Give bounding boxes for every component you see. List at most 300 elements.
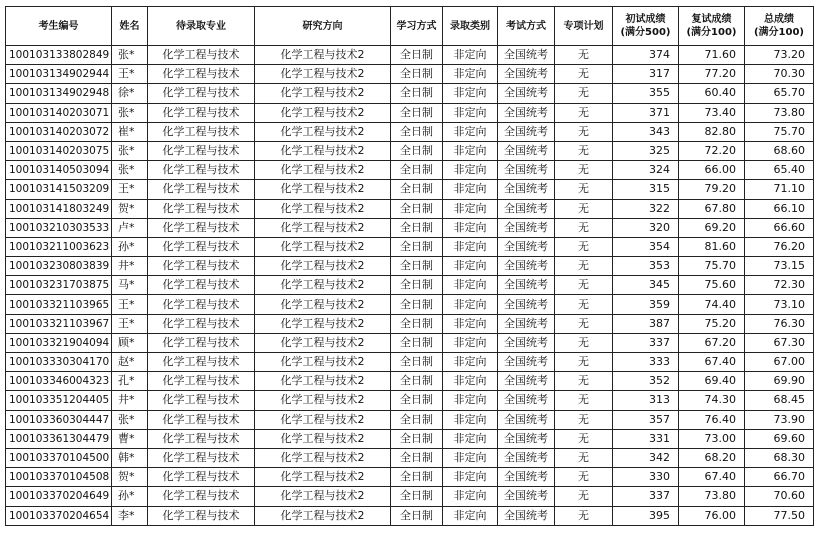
cell-direction: 化学工程与技术2: [255, 468, 391, 487]
cell-special-plan: 无: [555, 333, 613, 352]
cell-total-score: 66.70: [745, 468, 814, 487]
cell-major: 化学工程与技术: [148, 46, 255, 65]
cell-prelim-score: 357: [613, 410, 679, 429]
cell-prelim-score: 343: [613, 122, 679, 141]
cell-exam-id: 100103230803839: [6, 257, 112, 276]
cell-exam-id: 100103133802849: [6, 46, 112, 65]
cell-major: 化学工程与技术: [148, 237, 255, 256]
cell-special-plan: 无: [555, 372, 613, 391]
cell-prelim-score: 322: [613, 199, 679, 218]
cell-admission-type: 非定向: [443, 429, 498, 448]
cell-major: 化学工程与技术: [148, 353, 255, 372]
cell-name: 崔*: [112, 122, 148, 141]
cell-study-mode: 全日制: [391, 141, 443, 160]
cell-exam-id: 100103361304479: [6, 429, 112, 448]
cell-retest-score: 75.60: [679, 276, 745, 295]
cell-major: 化学工程与技术: [148, 487, 255, 506]
cell-name: 张*: [112, 410, 148, 429]
cell-exam-mode: 全国统考: [498, 314, 555, 333]
cell-prelim-score: 354: [613, 237, 679, 256]
cell-study-mode: 全日制: [391, 333, 443, 352]
cell-exam-mode: 全国统考: [498, 65, 555, 84]
table-row: [6, 218, 814, 237]
cell-admission-type: 非定向: [443, 84, 498, 103]
cell-admission-type: 非定向: [443, 276, 498, 295]
cell-major: 化学工程与技术: [148, 429, 255, 448]
cell-name: 孙*: [112, 487, 148, 506]
cell-prelim-score: 317: [613, 65, 679, 84]
cell-direction: 化学工程与技术2: [255, 333, 391, 352]
cell-exam-id: 100103140203072: [6, 122, 112, 141]
cell-special-plan: 无: [555, 84, 613, 103]
cell-direction: 化学工程与技术2: [255, 237, 391, 256]
cell-direction: 化学工程与技术2: [255, 391, 391, 410]
cell-admission-type: 非定向: [443, 257, 498, 276]
cell-exam-mode: 全国统考: [498, 391, 555, 410]
cell-exam-mode: 全国统考: [498, 46, 555, 65]
cell-exam-id: 100103360304447: [6, 410, 112, 429]
cell-major: 化学工程与技术: [148, 161, 255, 180]
header-special-plan: 专项计划: [555, 7, 613, 46]
table-row: [6, 333, 814, 352]
cell-major: 化学工程与技术: [148, 295, 255, 314]
cell-total-score: 73.90: [745, 410, 814, 429]
cell-retest-score: 79.20: [679, 180, 745, 199]
cell-admission-type: 非定向: [443, 295, 498, 314]
cell-study-mode: 全日制: [391, 295, 443, 314]
cell-name: 贺*: [112, 468, 148, 487]
cell-total-score: 68.45: [745, 391, 814, 410]
cell-exam-mode: 全国统考: [498, 487, 555, 506]
cell-special-plan: 无: [555, 161, 613, 180]
cell-study-mode: 全日制: [391, 103, 443, 122]
table-row: [6, 276, 814, 295]
cell-exam-mode: 全国统考: [498, 506, 555, 525]
cell-major: 化学工程与技术: [148, 199, 255, 218]
cell-major: 化学工程与技术: [148, 391, 255, 410]
admission-table-container: [5, 6, 814, 526]
cell-retest-score: 66.00: [679, 161, 745, 180]
cell-special-plan: 无: [555, 353, 613, 372]
header-major: 待录取专业: [148, 7, 255, 46]
cell-prelim-score: 342: [613, 448, 679, 467]
cell-study-mode: 全日制: [391, 506, 443, 525]
cell-name: 张*: [112, 46, 148, 65]
table-row: [6, 391, 814, 410]
cell-major: 化学工程与技术: [148, 257, 255, 276]
cell-name: 王*: [112, 180, 148, 199]
header-admission-type: 录取类别: [443, 7, 498, 46]
cell-retest-score: 69.40: [679, 372, 745, 391]
cell-prelim-score: 345: [613, 276, 679, 295]
table-row: [6, 410, 814, 429]
table-row: [6, 237, 814, 256]
cell-exam-id: 100103321904094: [6, 333, 112, 352]
cell-prelim-score: 315: [613, 180, 679, 199]
admission-table: [5, 6, 814, 526]
cell-exam-id: 100103370104500: [6, 448, 112, 467]
cell-study-mode: 全日制: [391, 468, 443, 487]
cell-prelim-score: 320: [613, 218, 679, 237]
cell-admission-type: 非定向: [443, 65, 498, 84]
cell-admission-type: 非定向: [443, 180, 498, 199]
cell-admission-type: 非定向: [443, 372, 498, 391]
cell-direction: 化学工程与技术2: [255, 353, 391, 372]
cell-total-score: 75.70: [745, 122, 814, 141]
cell-retest-score: 60.40: [679, 84, 745, 103]
header-study-mode: 学习方式: [391, 7, 443, 46]
cell-exam-mode: 全国统考: [498, 103, 555, 122]
header-total-score-title: 总成绩: [764, 14, 794, 25]
cell-exam-mode: 全国统考: [498, 161, 555, 180]
cell-admission-type: 非定向: [443, 122, 498, 141]
header-name: 姓名: [112, 7, 148, 46]
cell-prelim-score: 374: [613, 46, 679, 65]
cell-retest-score: 74.30: [679, 391, 745, 410]
cell-prelim-score: 337: [613, 487, 679, 506]
table-row: [6, 84, 814, 103]
table-row: [6, 429, 814, 448]
cell-name: 赵*: [112, 353, 148, 372]
cell-major: 化学工程与技术: [148, 448, 255, 467]
cell-retest-score: 72.20: [679, 141, 745, 160]
cell-retest-score: 74.40: [679, 295, 745, 314]
cell-name: 马*: [112, 276, 148, 295]
cell-total-score: 65.70: [745, 84, 814, 103]
cell-admission-type: 非定向: [443, 161, 498, 180]
cell-exam-id: 100103231703875: [6, 276, 112, 295]
cell-total-score: 77.50: [745, 506, 814, 525]
cell-prelim-score: 371: [613, 103, 679, 122]
cell-major: 化学工程与技术: [148, 84, 255, 103]
cell-exam-id: 100103370204654: [6, 506, 112, 525]
cell-exam-id: 100103140203075: [6, 141, 112, 160]
table-row: [6, 468, 814, 487]
table-row: [6, 372, 814, 391]
cell-exam-id: 100103210303533: [6, 218, 112, 237]
cell-prelim-score: 325: [613, 141, 679, 160]
cell-direction: 化学工程与技术2: [255, 161, 391, 180]
header-row: [6, 7, 814, 46]
cell-exam-id: 100103370204649: [6, 487, 112, 506]
header-total-score-max: (满分100): [753, 27, 804, 38]
cell-study-mode: 全日制: [391, 391, 443, 410]
header-retest-score-title: 复试成绩: [691, 14, 732, 25]
header-prelim-score-title: 初试成绩: [625, 14, 666, 25]
cell-special-plan: 无: [555, 391, 613, 410]
cell-retest-score: 71.60: [679, 46, 745, 65]
cell-retest-score: 73.40: [679, 103, 745, 122]
cell-special-plan: 无: [555, 295, 613, 314]
cell-retest-score: 75.70: [679, 257, 745, 276]
cell-admission-type: 非定向: [443, 487, 498, 506]
header-exam-mode: 考试方式: [498, 7, 555, 46]
cell-major: 化学工程与技术: [148, 276, 255, 295]
cell-special-plan: 无: [555, 141, 613, 160]
cell-direction: 化学工程与技术2: [255, 257, 391, 276]
cell-special-plan: 无: [555, 180, 613, 199]
cell-name: 孙*: [112, 237, 148, 256]
cell-retest-score: 67.80: [679, 199, 745, 218]
cell-study-mode: 全日制: [391, 353, 443, 372]
cell-special-plan: 无: [555, 65, 613, 84]
cell-prelim-score: 313: [613, 391, 679, 410]
cell-name: 李*: [112, 506, 148, 525]
table-row: [6, 295, 814, 314]
cell-retest-score: 73.80: [679, 487, 745, 506]
cell-name: 曹*: [112, 429, 148, 448]
cell-total-score: 65.40: [745, 161, 814, 180]
cell-admission-type: 非定向: [443, 333, 498, 352]
cell-special-plan: 无: [555, 218, 613, 237]
cell-special-plan: 无: [555, 257, 613, 276]
cell-retest-score: 69.20: [679, 218, 745, 237]
cell-admission-type: 非定向: [443, 506, 498, 525]
cell-admission-type: 非定向: [443, 448, 498, 467]
cell-direction: 化学工程与技术2: [255, 103, 391, 122]
cell-exam-mode: 全国统考: [498, 333, 555, 352]
cell-exam-id: 100103211003623: [6, 237, 112, 256]
cell-major: 化学工程与技术: [148, 180, 255, 199]
table-row: [6, 180, 814, 199]
cell-special-plan: 无: [555, 276, 613, 295]
cell-exam-mode: 全国统考: [498, 180, 555, 199]
header-retest-score-max: (满分100): [686, 27, 737, 38]
cell-exam-mode: 全国统考: [498, 410, 555, 429]
cell-total-score: 70.60: [745, 487, 814, 506]
cell-prelim-score: 395: [613, 506, 679, 525]
cell-study-mode: 全日制: [391, 65, 443, 84]
table-row: [6, 65, 814, 84]
cell-admission-type: 非定向: [443, 353, 498, 372]
cell-total-score: 66.60: [745, 218, 814, 237]
cell-prelim-score: 359: [613, 295, 679, 314]
cell-total-score: 73.10: [745, 295, 814, 314]
cell-total-score: 67.30: [745, 333, 814, 352]
cell-prelim-score: 333: [613, 353, 679, 372]
cell-special-plan: 无: [555, 410, 613, 429]
cell-exam-id: 100103134902944: [6, 65, 112, 84]
cell-exam-id: 100103134902948: [6, 84, 112, 103]
cell-name: 卢*: [112, 218, 148, 237]
cell-total-score: 66.10: [745, 199, 814, 218]
header-retest-score: [679, 7, 745, 46]
cell-study-mode: 全日制: [391, 257, 443, 276]
table-row: [6, 257, 814, 276]
header-prelim-score-max: (满分500): [620, 27, 671, 38]
cell-exam-mode: 全国统考: [498, 372, 555, 391]
cell-exam-id: 100103370104508: [6, 468, 112, 487]
cell-major: 化学工程与技术: [148, 103, 255, 122]
cell-study-mode: 全日制: [391, 180, 443, 199]
cell-special-plan: 无: [555, 506, 613, 525]
cell-study-mode: 全日制: [391, 122, 443, 141]
cell-admission-type: 非定向: [443, 237, 498, 256]
cell-admission-type: 非定向: [443, 46, 498, 65]
cell-direction: 化学工程与技术2: [255, 84, 391, 103]
table-row: [6, 487, 814, 506]
cell-special-plan: 无: [555, 429, 613, 448]
cell-exam-id: 100103351204405: [6, 391, 112, 410]
header-total-score: [745, 7, 814, 46]
cell-name: 王*: [112, 314, 148, 333]
cell-retest-score: 73.00: [679, 429, 745, 448]
cell-direction: 化学工程与技术2: [255, 429, 391, 448]
cell-special-plan: 无: [555, 448, 613, 467]
cell-total-score: 73.15: [745, 257, 814, 276]
cell-exam-mode: 全国统考: [498, 295, 555, 314]
cell-direction: 化学工程与技术2: [255, 218, 391, 237]
cell-special-plan: 无: [555, 237, 613, 256]
cell-exam-mode: 全国统考: [498, 141, 555, 160]
cell-retest-score: 77.20: [679, 65, 745, 84]
header-exam-id: 考生编号: [6, 7, 112, 46]
cell-total-score: 67.00: [745, 353, 814, 372]
cell-major: 化学工程与技术: [148, 468, 255, 487]
cell-direction: 化学工程与技术2: [255, 448, 391, 467]
cell-direction: 化学工程与技术2: [255, 276, 391, 295]
table-row: [6, 448, 814, 467]
cell-special-plan: 无: [555, 46, 613, 65]
cell-study-mode: 全日制: [391, 448, 443, 467]
table-row: [6, 506, 814, 525]
cell-name: 井*: [112, 257, 148, 276]
cell-major: 化学工程与技术: [148, 333, 255, 352]
cell-study-mode: 全日制: [391, 84, 443, 103]
cell-prelim-score: 330: [613, 468, 679, 487]
cell-name: 贺*: [112, 199, 148, 218]
cell-admission-type: 非定向: [443, 141, 498, 160]
cell-name: 张*: [112, 161, 148, 180]
cell-prelim-score: 387: [613, 314, 679, 333]
cell-admission-type: 非定向: [443, 199, 498, 218]
cell-name: 王*: [112, 295, 148, 314]
cell-retest-score: 76.00: [679, 506, 745, 525]
cell-total-score: 76.20: [745, 237, 814, 256]
cell-exam-mode: 全国统考: [498, 84, 555, 103]
cell-study-mode: 全日制: [391, 487, 443, 506]
cell-exam-id: 100103321103967: [6, 314, 112, 333]
cell-major: 化学工程与技术: [148, 122, 255, 141]
cell-exam-id: 100103140203071: [6, 103, 112, 122]
cell-total-score: 71.10: [745, 180, 814, 199]
cell-total-score: 70.30: [745, 65, 814, 84]
table-row: [6, 141, 814, 160]
cell-retest-score: 67.40: [679, 353, 745, 372]
cell-exam-mode: 全国统考: [498, 276, 555, 295]
cell-exam-mode: 全国统考: [498, 218, 555, 237]
table-row: [6, 161, 814, 180]
cell-study-mode: 全日制: [391, 46, 443, 65]
cell-major: 化学工程与技术: [148, 65, 255, 84]
cell-prelim-score: 337: [613, 333, 679, 352]
cell-exam-mode: 全国统考: [498, 353, 555, 372]
cell-direction: 化学工程与技术2: [255, 372, 391, 391]
cell-special-plan: 无: [555, 103, 613, 122]
cell-major: 化学工程与技术: [148, 410, 255, 429]
cell-exam-mode: 全国统考: [498, 257, 555, 276]
cell-exam-id: 100103140503094: [6, 161, 112, 180]
cell-special-plan: 无: [555, 314, 613, 333]
cell-total-score: 69.60: [745, 429, 814, 448]
cell-study-mode: 全日制: [391, 199, 443, 218]
cell-name: 顾*: [112, 333, 148, 352]
cell-name: 张*: [112, 103, 148, 122]
cell-major: 化学工程与技术: [148, 314, 255, 333]
cell-total-score: 72.30: [745, 276, 814, 295]
cell-prelim-score: 353: [613, 257, 679, 276]
cell-direction: 化学工程与技术2: [255, 506, 391, 525]
cell-exam-mode: 全国统考: [498, 468, 555, 487]
cell-direction: 化学工程与技术2: [255, 46, 391, 65]
cell-special-plan: 无: [555, 487, 613, 506]
cell-retest-score: 76.40: [679, 410, 745, 429]
cell-retest-score: 68.20: [679, 448, 745, 467]
header-direction: 研究方向: [255, 7, 391, 46]
cell-major: 化学工程与技术: [148, 141, 255, 160]
cell-prelim-score: 331: [613, 429, 679, 448]
cell-exam-id: 100103330304170: [6, 353, 112, 372]
cell-name: 王*: [112, 65, 148, 84]
cell-total-score: 73.80: [745, 103, 814, 122]
cell-study-mode: 全日制: [391, 161, 443, 180]
cell-special-plan: 无: [555, 468, 613, 487]
table-row: [6, 46, 814, 65]
cell-exam-id: 100103141503209: [6, 180, 112, 199]
cell-direction: 化学工程与技术2: [255, 141, 391, 160]
header-prelim-score: [613, 7, 679, 46]
cell-prelim-score: 324: [613, 161, 679, 180]
table-row: [6, 353, 814, 372]
cell-study-mode: 全日制: [391, 410, 443, 429]
cell-special-plan: 无: [555, 199, 613, 218]
cell-direction: 化学工程与技术2: [255, 410, 391, 429]
cell-exam-id: 100103346004323: [6, 372, 112, 391]
cell-direction: 化学工程与技术2: [255, 314, 391, 333]
cell-prelim-score: 352: [613, 372, 679, 391]
table-body: [6, 46, 814, 526]
cell-exam-id: 100103141803249: [6, 199, 112, 218]
cell-name: 韩*: [112, 448, 148, 467]
cell-name: 孔*: [112, 372, 148, 391]
cell-retest-score: 67.40: [679, 468, 745, 487]
cell-direction: 化学工程与技术2: [255, 295, 391, 314]
table-header: [6, 7, 814, 46]
cell-major: 化学工程与技术: [148, 506, 255, 525]
cell-study-mode: 全日制: [391, 276, 443, 295]
cell-direction: 化学工程与技术2: [255, 122, 391, 141]
cell-retest-score: 67.20: [679, 333, 745, 352]
cell-exam-mode: 全国统考: [498, 122, 555, 141]
cell-total-score: 73.20: [745, 46, 814, 65]
cell-total-score: 68.30: [745, 448, 814, 467]
cell-admission-type: 非定向: [443, 103, 498, 122]
cell-admission-type: 非定向: [443, 410, 498, 429]
table-row: [6, 122, 814, 141]
cell-retest-score: 81.60: [679, 237, 745, 256]
cell-major: 化学工程与技术: [148, 218, 255, 237]
cell-total-score: 76.30: [745, 314, 814, 333]
cell-retest-score: 75.20: [679, 314, 745, 333]
cell-exam-mode: 全国统考: [498, 237, 555, 256]
cell-major: 化学工程与技术: [148, 372, 255, 391]
cell-admission-type: 非定向: [443, 391, 498, 410]
cell-exam-mode: 全国统考: [498, 429, 555, 448]
cell-study-mode: 全日制: [391, 314, 443, 333]
table-row: [6, 103, 814, 122]
table-row: [6, 314, 814, 333]
cell-name: 井*: [112, 391, 148, 410]
